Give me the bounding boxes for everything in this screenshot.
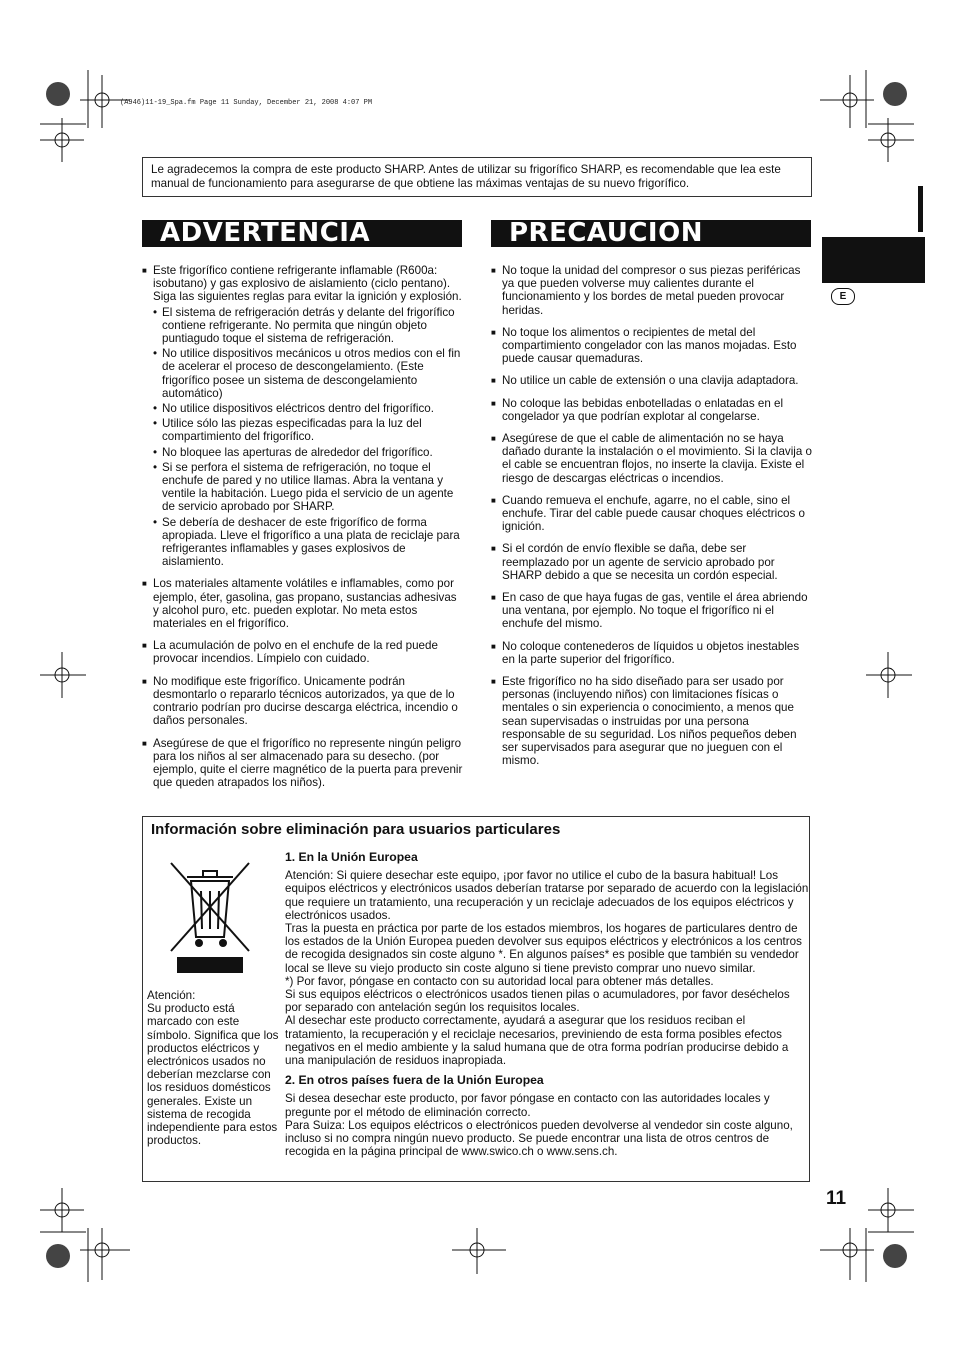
advertencia-subitem: • Utilice sólo las piezas especificadas para la luz del compartimiento del frigorífico. — [153, 417, 464, 443]
advertencia-item — [142, 675, 464, 728]
symbol-note-text — [147, 989, 279, 1147]
symbol-note-line: Atención: — [147, 989, 196, 1002]
advertencia-subitem: • El sistema de refrigeración detrás y delante del frigorífico contiene refrigerante. No permita que ningún objeto puntiagudo toque el sistema de refrigeración. — [153, 306, 464, 346]
page-number: 11 — [826, 1188, 847, 1209]
disposal-paragraph: Si sus equipos eléctricos o electrónicos usados tienen pilas o acumuladores, por favor deséchelos por separado con antelación según los requisitos locales. — [285, 988, 790, 1015]
precaucion-heading: PRECAUCION — [491, 220, 811, 247]
disposal-paragraph: Al desechar este producto correctamente, ayudará a asegurar que los residuos reciban el tratamiento, la recuperación y el reciclaje necesarios, previniendo de esta forma posibles efectos negativos en el medio ambiente y la salud humana que de otra forma podrían producirse debido a una manipulación de residuos inapropiada. — [285, 1014, 789, 1068]
advertencia-subitem: • No bloquee las aperturas de alrededor del frigorífico. — [153, 446, 464, 459]
precaucion-item: ■ No coloque las bebidas enbotelladas o enlatadas en el congelador ya que podrían explotar al congelarse. — [491, 397, 813, 423]
advertencia-sublist — [153, 306, 464, 569]
advertencia-subitem: • No utilice dispositivos mecánicos u otros medios con el fin de acelerar el proceso de descongelamiento. (Este frigorífico posee un sistema de descongelamiento automático) — [153, 347, 464, 400]
advertencia-item-text: Los materiales altamente volátiles e inflamables, como por ejemplo, éter, gasolina, gas propano, sustancias adhesivas y alcohol puro, etc. pueden explotar. No meta estos materiales en el frigorífico. — [153, 577, 457, 631]
precaucion-item: ■ No toque los alimentos o recipientes de metal del compartimiento congelador con las manos mojadas. Esto puede causar quemaduras. — [491, 326, 813, 366]
precaucion-column — [491, 264, 813, 777]
advertencia-list — [142, 264, 464, 789]
advertencia-item — [142, 577, 464, 630]
section2-title: 2. En otros países fuera de la Unión Europea — [285, 1073, 544, 1088]
disposal-title: Información sobre eliminación para usuarios particulares — [151, 821, 561, 838]
advertencia-item-text: Asegúrese de que el frigorífico no represente ningún peligro para los niños al ser almacenado para su desecho. (por ejemplo, quite el cierre magnético de la puerta para prevenir que queden atrapados los niños). — [153, 736, 463, 790]
side-marker-bar — [918, 186, 923, 232]
precaucion-item: ■ Cuando remueva el enchufe, agarre, no el cable, sino el enchufe. Tirar del cable puede causar choques eléctricos o ignición. — [491, 494, 813, 534]
advertencia-heading: ADVERTENCIA — [142, 220, 462, 247]
section1-body — [285, 869, 809, 1067]
advertencia-item-text: Este frigorífico contiene refrigerante inflamable (R600a: isobutano) y gas explosivo de aislamiento (ciclo pentano). Siga las siguientes reglas para evitar la ignición y explosión. — [153, 264, 462, 304]
disposal-paragraph: Tras la puesta en práctica por parte de los estados miembros, los hogares de particulares dentro de los estados de la Unión Europea pueden devolver sus equipos eléctricos y electrónicos a los centros de recogida designados sin coste alguno *. En algunos países* es posible que también su vendedor local se lleve su viejo producto sin coste alguno si tiene previsto comprar uno nuevo similar. — [285, 922, 802, 975]
disposal-paragraph: Para Suiza: Los equipos eléctricos o electrónicos pueden devolverse al vendedor sin coste alguno, incluso si no compra ningún nuevo producto. Se puede encontrar una lista de otros centros de recogida en la página principal de www.swico.ch o www.sens.ch. — [285, 1118, 793, 1159]
section1-title: 1. En la Unión Europea — [285, 850, 418, 864]
file-header-line: (A946)11-19_Spa.fm Page 11 Sunday, December 21, 2008 4:07 PM — [120, 99, 373, 107]
advertencia-subitem: • Si se perfora el sistema de refrigeración, no toque el enchufe de pared y no utilice llamas. Abra la ventana y ventile la habitación. Luego pida el servicio de un agente de servicio aprobado por SHARP. — [153, 461, 464, 514]
advertencia-subitem: • Se debería de deshacer de este frigorífico de forma apropiada. Lleve el frigorífico a una plata de reciclaje para refrigerantes inflamables y gases explosivos de aislamiento. — [153, 516, 464, 569]
disposal-paragraph: *) Por favor, póngase en contacto con su autoridad local para obtener más detalles. — [285, 974, 714, 988]
precaucion-list — [491, 264, 813, 768]
section2-body — [285, 1092, 809, 1158]
precaucion-item: ■ En caso de que haya fugas de gas, ventile el área abriendo una ventana, por ejemplo. No toque el frigorífico ni el enchufe del mismo. — [491, 591, 813, 631]
precaucion-item: ■ No toque la unidad del compresor o sus piezas periféricas ya que pueden volverse muy calientes durante el funcionamiento y los bordes de metal pueden provocar heridas. — [491, 264, 813, 317]
disposal-info-box — [142, 816, 810, 1182]
advertencia-column — [142, 264, 464, 798]
symbol-note-line: Su producto está marcado con este símbolo. Significa que los productos eléctricos y electrónicos usados no deberían mezclarse con los residuos domésticos generales. Existe un sistema de recogida independiente para estos productos. — [147, 1002, 279, 1148]
advertencia-item — [142, 737, 464, 790]
advertencia-item-text: No modifique este frigorífico. Unicamente podrán desmontarlo o repararlo técnicos autorizados, ya que de lo contrario podrían pro ducirse descarga eléctrica, incendio o daños personales. — [153, 674, 458, 728]
advertencia-item — [142, 264, 464, 568]
disposal-text — [285, 851, 809, 1158]
disposal-paragraph: Atención: Si quiere desechar este equipo, ¡por favor no utilice el cubo de la basura habitual! Los equipos eléctricos y electrónicos usados deberían tratarse por separado de acuerdo con la legislación que requiere un tratamiento, una recuperación y un reciclaje adecuados de los equipos eléctricos y electrónicos usados. — [285, 869, 809, 922]
precaucion-item: ■ No utilice un cable de extensión o una clavija adaptadora. — [491, 374, 813, 387]
language-badge: E — [831, 288, 855, 305]
language-tab — [822, 237, 925, 283]
intro-box: Le agradecemos la compra de este producto SHARP. Antes de utilizar su frigorífico SHARP, es recomendable que lea este manual de funcionamiento para asegurarse de que obtiene las máximas ventajas de su nuevo frigorífico. — [142, 157, 812, 197]
disposal-symbol-note — [147, 989, 279, 1147]
advertencia-subitem: • No utilice dispositivos eléctricos dentro del frigorífico. — [153, 402, 464, 415]
precaucion-item: ■ Si el cordón de envío flexible se daña, debe ser reemplazado por un agente de servicio aprobado por SHARP debido a que se necesita un cordón especial. — [491, 542, 813, 582]
disposal-paragraph: Si desea desechar este producto, por favor póngase en contacto con las autoridades locales y pregunte por el método de eliminación correcto. — [285, 1092, 770, 1119]
crossed-bin-icon — [165, 859, 255, 977]
advertencia-item — [142, 639, 464, 665]
precaucion-item: ■ Asegúrese de que el cable de alimentación no se haya dañado durante la instalación o el movimiento. Si la clavija o el cable se encuentran flojos, no inserte la clavija. Existe el riesgo de descargas eléctricas o incendios. — [491, 432, 813, 485]
precaucion-item: ■ No coloque contenederos de líquidos u objetos inestables en la parte superior del frigorífico. — [491, 640, 813, 666]
precaucion-item: ■ Este frigorífico no ha sido diseñado para ser usado por personas (incluyendo niños) con limitaciones físicas o mentales o sin experiencia o conocimiento, a menos que sean supervisadas o instruidas por una persona responsable de su seguridad. Los niños pequeños deben ser supervisados para asegurar que no jueguen con el mismo. — [491, 675, 813, 767]
advertencia-item-text: La acumulación de polvo en el enchufe de la red puede provocar incendios. Límpielo con cuidado. — [153, 639, 438, 666]
